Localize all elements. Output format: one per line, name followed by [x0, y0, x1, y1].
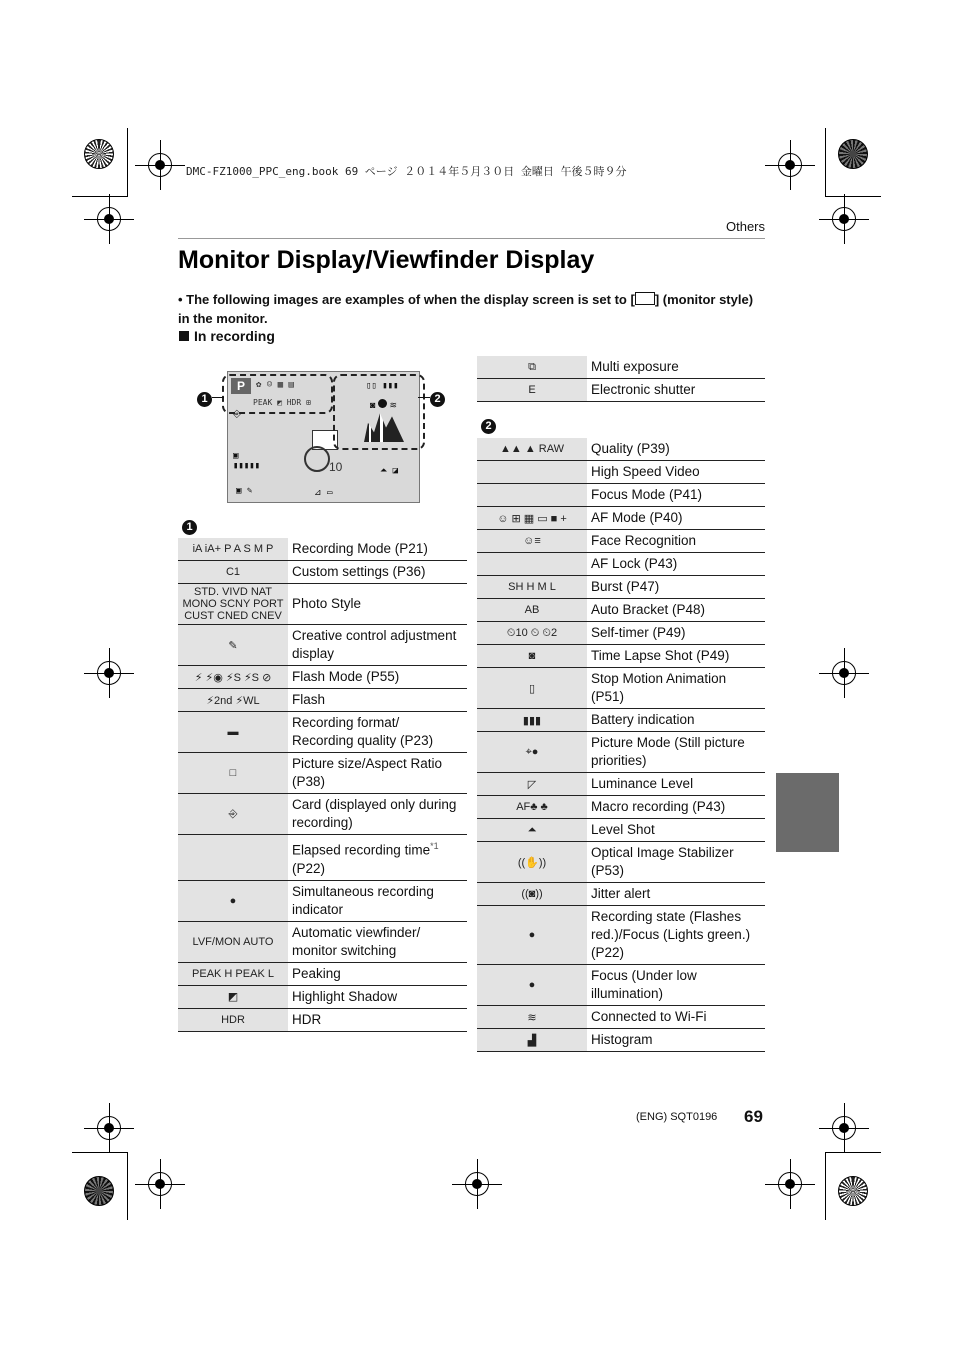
- area-one-outline: [222, 374, 333, 414]
- registration-wheel-icon: [838, 139, 868, 169]
- table-row: [477, 709, 765, 732]
- table-row: [178, 666, 467, 689]
- row-label-main: Elapsed recording time: [292, 842, 431, 858]
- page-number: 69: [744, 1107, 763, 1126]
- table-row: [477, 599, 765, 622]
- row-icon: ((◙)): [477, 883, 587, 906]
- table-row: [477, 1006, 765, 1029]
- row-icon: [178, 835, 288, 881]
- table-row: [477, 379, 765, 402]
- row-label: Card (displayed only during recording): [288, 794, 467, 835]
- registration-mark-icon: [832, 207, 856, 231]
- row-icon: [477, 553, 587, 576]
- row-label: Recording format/ Recording quality (P23): [288, 712, 467, 753]
- screen-icons-row2: PEAK ◩ HDR ⊞: [253, 398, 311, 407]
- row-icon: AF♣ ♣: [477, 796, 587, 819]
- table-row: [477, 883, 765, 906]
- table-area-two: [477, 438, 765, 1052]
- row-label: Optical Image Stabilizer (P53): [587, 842, 765, 883]
- row-icon: [477, 484, 587, 507]
- row-icon: [477, 461, 587, 484]
- row-label: AF Mode (P40): [587, 507, 765, 530]
- table-row: [178, 625, 467, 666]
- screen-bottom-icons: ▣ ✎: [236, 486, 253, 496]
- table-row: [477, 645, 765, 668]
- table-row: [178, 1008, 467, 1031]
- row-icon: ✎: [178, 625, 288, 666]
- table-row: [477, 530, 765, 553]
- row-icon: ◩: [178, 985, 288, 1008]
- registration-mark-icon: [97, 207, 121, 231]
- row-icon: E: [477, 379, 587, 402]
- row-icon: ⚡2nd ⚡WL: [178, 689, 288, 712]
- row-label: Simultaneous recording indicator: [288, 880, 467, 921]
- table-row: [178, 689, 467, 712]
- row-label: Jitter alert: [587, 883, 765, 906]
- table-row: [178, 561, 467, 584]
- screen-battery-icon: ▯▯ ▮▮▮: [366, 381, 399, 391]
- row-icon: ⌖●: [477, 732, 587, 773]
- table-row: [477, 356, 765, 379]
- crop-mark: [72, 196, 128, 197]
- row-icon: ☺≡: [477, 530, 587, 553]
- registration-mark-icon: [97, 1116, 121, 1140]
- monitor-style-icon: [635, 292, 655, 305]
- table-row: [477, 732, 765, 773]
- row-icon: ▬: [178, 712, 288, 753]
- row-icon: LVF/MON AUTO: [178, 921, 288, 962]
- table-row: [178, 794, 467, 835]
- registration-wheel-icon: [84, 1176, 114, 1206]
- row-icon: HDR: [178, 1008, 288, 1031]
- screen-icons-row1: ✿ ☺ ▦ ▤: [256, 380, 294, 390]
- registration-mark-icon: [778, 1172, 802, 1196]
- row-icon: C1: [178, 561, 288, 584]
- row-label: Highlight Shadow: [288, 985, 467, 1008]
- row-icon: □: [178, 753, 288, 794]
- table-row: [178, 538, 467, 561]
- callout-two: [418, 389, 445, 407]
- row-icon: ●: [477, 965, 587, 1006]
- callout-one: [197, 389, 224, 407]
- row-icon: STD. VIVD NAT MONO SCNY PORT CUST CNED CNEV: [178, 584, 288, 625]
- row-label: Time Lapse Shot (P49): [587, 645, 765, 668]
- table-row: [178, 712, 467, 753]
- bullet-text-tail: ] (monitor style) in the monitor.: [178, 292, 754, 326]
- table-row: [477, 507, 765, 530]
- table-row: [477, 773, 765, 796]
- row-icon: ●: [178, 880, 288, 921]
- row-icon: ▯: [477, 668, 587, 709]
- square-bullet-icon: [179, 331, 189, 341]
- row-label-page: (P22): [292, 860, 326, 876]
- row-label: Quality (P39): [587, 438, 765, 461]
- row-label: Peaking: [288, 962, 467, 985]
- row-label: Photo Style: [288, 584, 467, 625]
- screen-rec-icon: ◙ ≋: [370, 400, 397, 410]
- row-icon: ⎆: [178, 794, 288, 835]
- row-label-note: *1: [430, 841, 439, 851]
- row-label: [288, 835, 467, 881]
- row-label: Connected to Wi-Fi: [587, 1006, 765, 1029]
- row-icon: ◸: [477, 773, 587, 796]
- table1-badge: [182, 517, 197, 535]
- row-icon: ●: [477, 906, 587, 965]
- area-two-outline: [333, 374, 425, 450]
- screen-card-icon: ⎆: [233, 409, 241, 420]
- row-icon: PEAK H PEAK L: [178, 962, 288, 985]
- registration-mark-icon: [778, 153, 802, 177]
- row-label: Flash: [288, 689, 467, 712]
- table-row: [477, 622, 765, 645]
- registration-mark-icon: [97, 661, 121, 685]
- row-label: Creative control adjustment display: [288, 625, 467, 666]
- table-area-two-top: [477, 356, 765, 402]
- table-row: [178, 962, 467, 985]
- crop-mark: [127, 128, 128, 196]
- section-side-tab: [776, 773, 839, 852]
- row-label: Burst (P47): [587, 576, 765, 599]
- screen-bottom-right: ⊿ ▭: [314, 488, 333, 498]
- table2-badge: [481, 416, 496, 434]
- badge-two: 2: [481, 419, 496, 434]
- footer-code: (ENG) SQT0196: [636, 1111, 718, 1123]
- mode-p-icon: P: [231, 378, 251, 394]
- registration-wheel-icon: [838, 1176, 868, 1206]
- crop-mark: [127, 1152, 128, 1220]
- table-row: [477, 438, 765, 461]
- row-label: Stop Motion Animation (P51): [587, 668, 765, 709]
- registration-mark-icon: [832, 1116, 856, 1140]
- table-row: [477, 553, 765, 576]
- header-rule: [178, 238, 765, 239]
- row-icon: ☺ ⊞ ▦ ▭ ■ +: [477, 507, 587, 530]
- row-icon: SH H M L: [477, 576, 587, 599]
- row-label: Face Recognition: [587, 530, 765, 553]
- row-icon: ⚡ ⚡◉ ⚡S ⚡S ⊘: [178, 666, 288, 689]
- crop-mark: [825, 128, 826, 196]
- row-label: Recording Mode (P21): [288, 538, 467, 561]
- table-row: [178, 584, 467, 625]
- table-row: [477, 965, 765, 1006]
- table-row: [477, 484, 765, 507]
- crop-mark: [825, 1152, 881, 1153]
- row-icon: ⧉: [477, 356, 587, 379]
- row-icon: ⏶: [477, 819, 587, 842]
- row-label: Recording state (Flashes red.)/Focus (Lights green.) (P22): [587, 906, 765, 965]
- table-row: [477, 461, 765, 484]
- row-icon: ((✋)): [477, 842, 587, 883]
- file-info: DMC-FZ1000_PPC_eng.book 69 ページ ２０１４年５月３０日 金曜日 午後５時９分: [186, 165, 627, 178]
- row-label: HDR: [288, 1008, 467, 1031]
- page-title: Monitor Display/Viewfinder Display: [178, 246, 595, 274]
- table-row: [178, 753, 467, 794]
- badge-two: 2: [430, 392, 445, 407]
- screen-count: 10: [329, 460, 343, 474]
- row-label: Focus (Under low illumination): [587, 965, 765, 1006]
- row-label: Electronic shutter: [587, 379, 765, 402]
- table-row: [477, 842, 765, 883]
- table-row: [477, 906, 765, 965]
- badge-one: 1: [197, 392, 212, 407]
- bullet-text: The following images are examples of when the display screen is set to [: [186, 292, 635, 307]
- row-label: Battery indication: [587, 709, 765, 732]
- intro-bullet: • The following images are examples of when the display screen is set to [ ] (monitor style) in the monitor.: [178, 292, 754, 326]
- screen-left-icons: ▣ ▮▮▮▮▮: [233, 451, 261, 471]
- table-row: [477, 576, 765, 599]
- table-row: [477, 1029, 765, 1052]
- row-label: Level Shot: [587, 819, 765, 842]
- row-label: Flash Mode (P55): [288, 666, 467, 689]
- row-label: Picture size/Aspect Ratio (P38): [288, 753, 467, 794]
- crop-mark: [72, 1152, 128, 1153]
- row-icon: ▲▲ ▲ RAW: [477, 438, 587, 461]
- screen-level-icons: ⏶ ◪: [380, 466, 399, 476]
- row-icon: ▟: [477, 1029, 587, 1052]
- row-icon: ⏲10 ⏲ ⏲2: [477, 622, 587, 645]
- registration-mark-icon: [148, 1172, 172, 1196]
- subhead-text: In recording: [194, 328, 275, 344]
- row-icon: AB: [477, 599, 587, 622]
- row-icon: ≋: [477, 1006, 587, 1029]
- screen-selftimer-icon: [304, 446, 330, 472]
- section-label: Others: [725, 219, 765, 234]
- table-row: [477, 668, 765, 709]
- table-row: [178, 835, 467, 881]
- table-row: [477, 819, 765, 842]
- subhead-in-recording: [179, 328, 275, 344]
- crop-mark: [825, 1152, 826, 1220]
- row-label: High Speed Video: [587, 461, 765, 484]
- table-row: [178, 985, 467, 1008]
- registration-mark-icon: [148, 153, 172, 177]
- row-label: Self-timer (P49): [587, 622, 765, 645]
- table-row: [477, 796, 765, 819]
- row-label: Luminance Level: [587, 773, 765, 796]
- row-label: Histogram: [587, 1029, 765, 1052]
- row-label: Custom settings (P36): [288, 561, 467, 584]
- row-icon: iA iA+ P A S M P: [178, 538, 288, 561]
- crop-mark: [825, 196, 881, 197]
- table-area-one: [178, 538, 467, 1032]
- row-label: Macro recording (P43): [587, 796, 765, 819]
- row-label: Picture Mode (Still picture priorities): [587, 732, 765, 773]
- row-label: Multi exposure: [587, 356, 765, 379]
- table-row: [178, 880, 467, 921]
- row-label: AF Lock (P43): [587, 553, 765, 576]
- row-icon: ◙: [477, 645, 587, 668]
- row-label: Auto Bracket (P48): [587, 599, 765, 622]
- row-label: Automatic viewfinder/ monitor switching: [288, 921, 467, 962]
- row-label: Focus Mode (P41): [587, 484, 765, 507]
- badge-one: 1: [182, 520, 197, 535]
- table-row: [178, 921, 467, 962]
- registration-wheel-icon: [84, 139, 114, 169]
- registration-mark-icon: [465, 1172, 489, 1196]
- row-icon: ▮▮▮: [477, 709, 587, 732]
- registration-mark-icon: [832, 661, 856, 685]
